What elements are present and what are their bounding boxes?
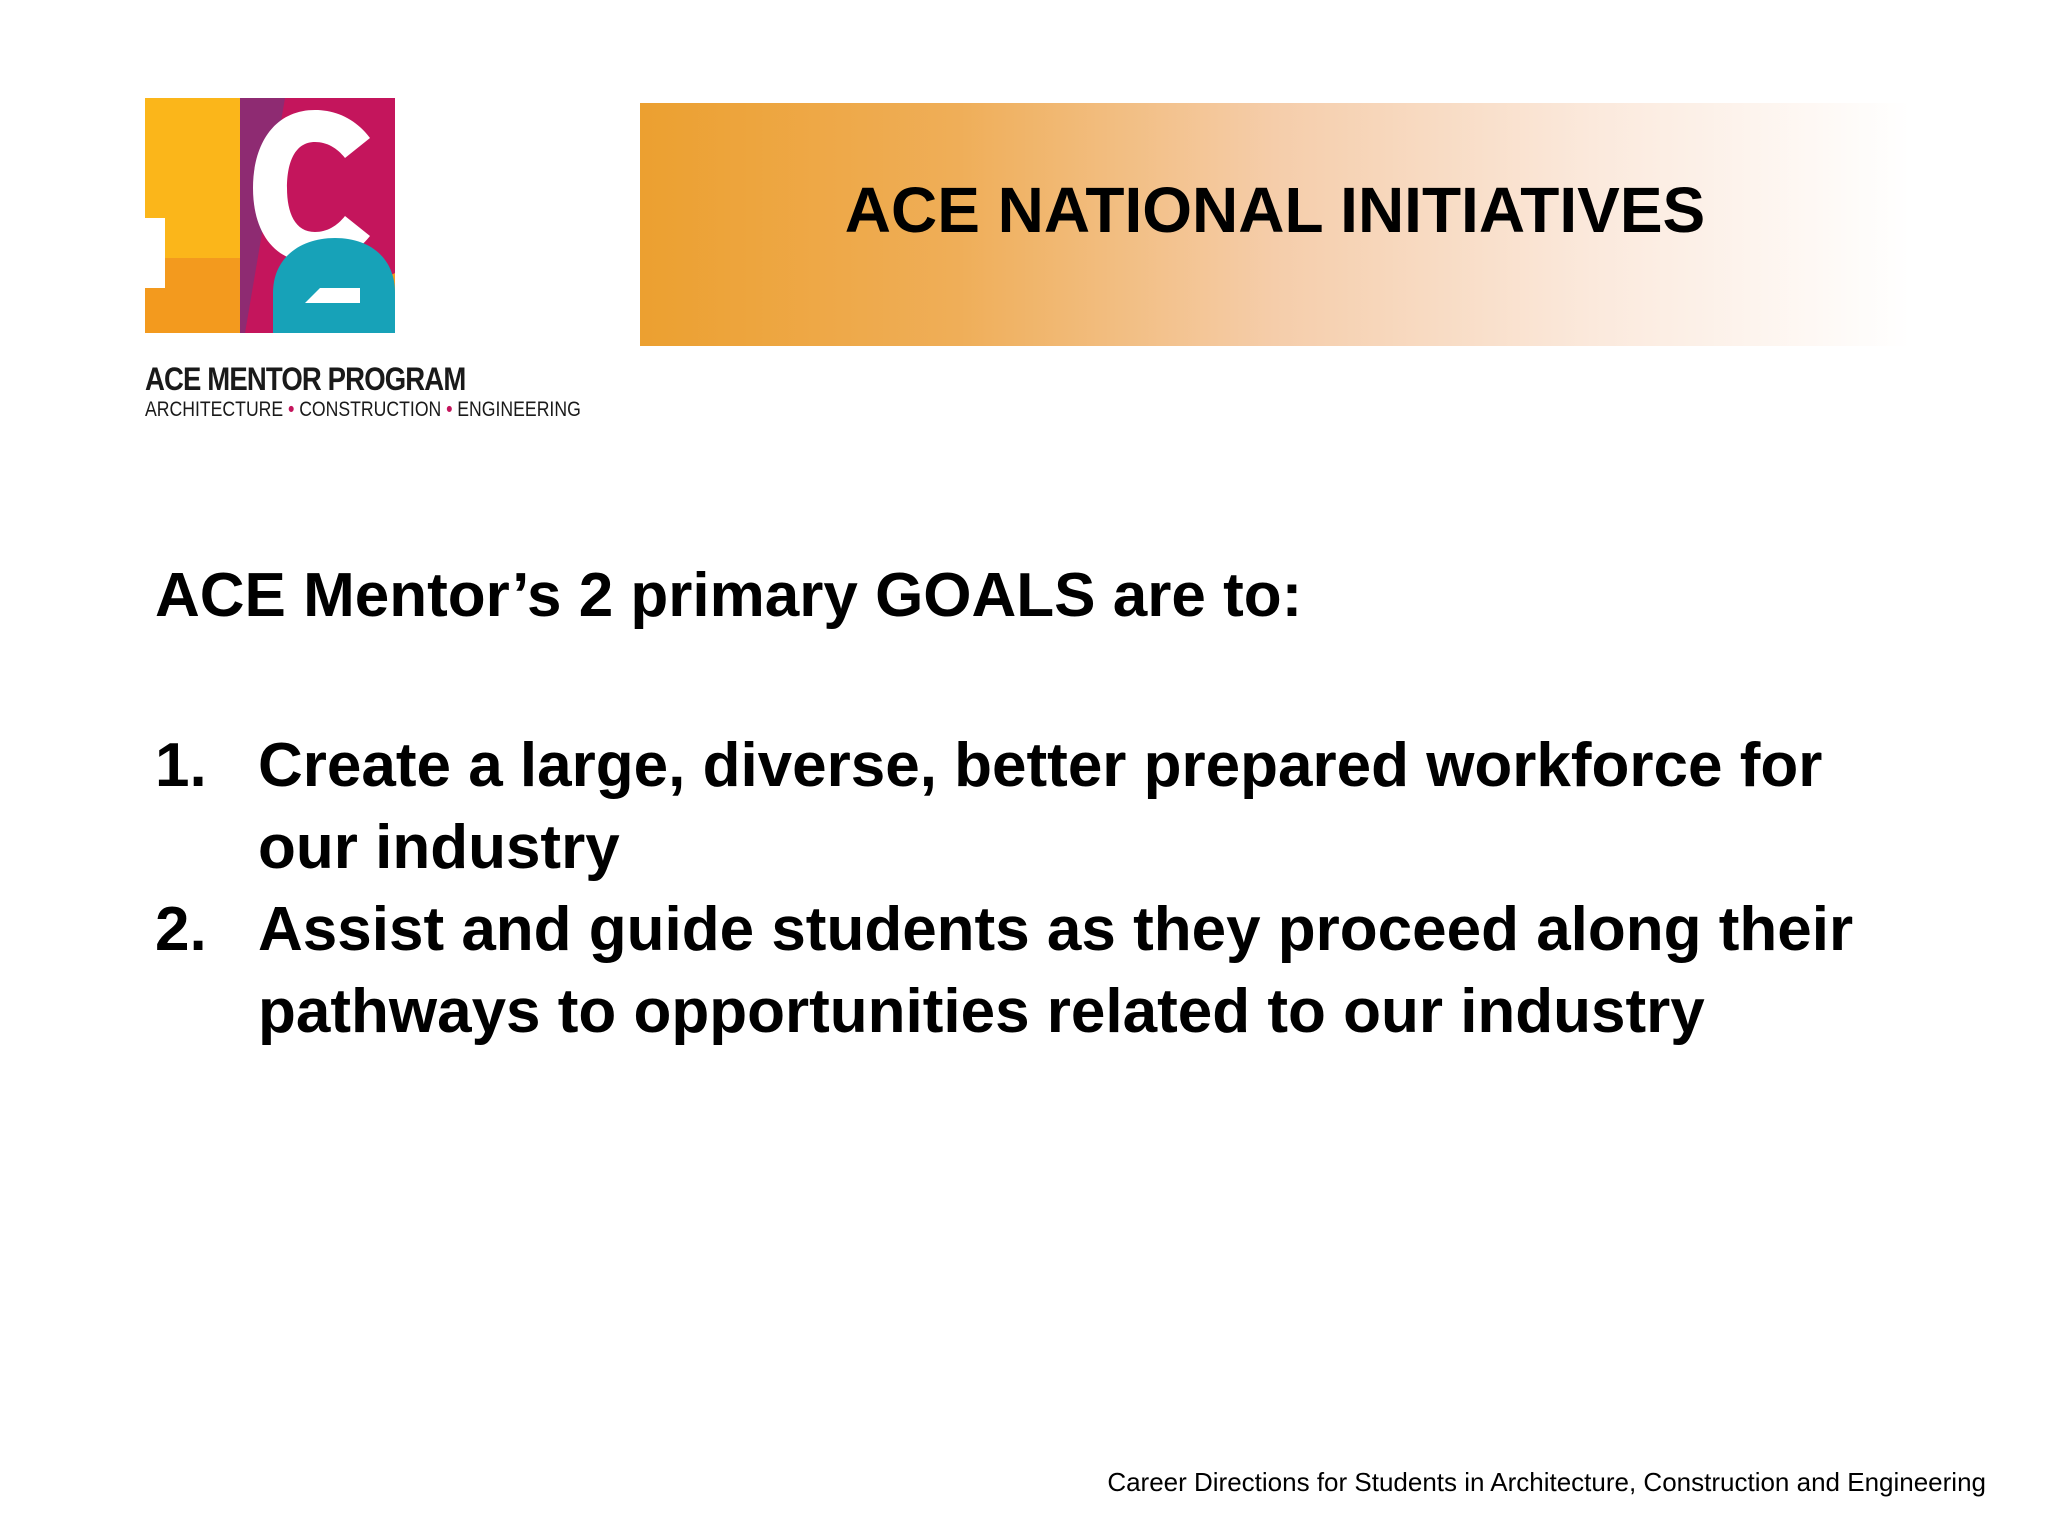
goals-list	[155, 725, 1935, 1053]
goal-number: 2.	[155, 895, 207, 964]
ace-logo-mark-icon	[145, 98, 395, 333]
logo-subtitle	[145, 398, 581, 422]
logo-separator: •	[288, 398, 295, 421]
goals-heading: ACE Mentor’s 2 primary GOALS are to:	[155, 561, 1303, 630]
logo-subtitle-engineering: ENGINEERING	[457, 398, 581, 421]
ace-logo	[145, 98, 605, 428]
goal-number: 1.	[155, 731, 207, 800]
logo-separator: •	[446, 398, 453, 421]
title-banner	[640, 103, 1910, 346]
goal-text: Assist and guide students as they proceed along their pathways to opportunities related to our industry	[258, 895, 1854, 1046]
page-title: ACE NATIONAL INITIATIVES	[844, 174, 1706, 246]
logo-subtitle-construction: CONSTRUCTION	[299, 398, 442, 421]
goal-text: Create a large, diverse, better prepared workforce for our industry	[258, 731, 1823, 882]
footer-text: Career Directions for Students in Architecture, Construction and Engineering	[1107, 1467, 1986, 1497]
list-item	[155, 725, 1935, 889]
list-item	[155, 889, 1935, 1053]
logo-title: ACE MENTOR PROGRAM	[145, 361, 466, 397]
logo-subtitle-architecture: ARCHITECTURE	[145, 398, 284, 421]
